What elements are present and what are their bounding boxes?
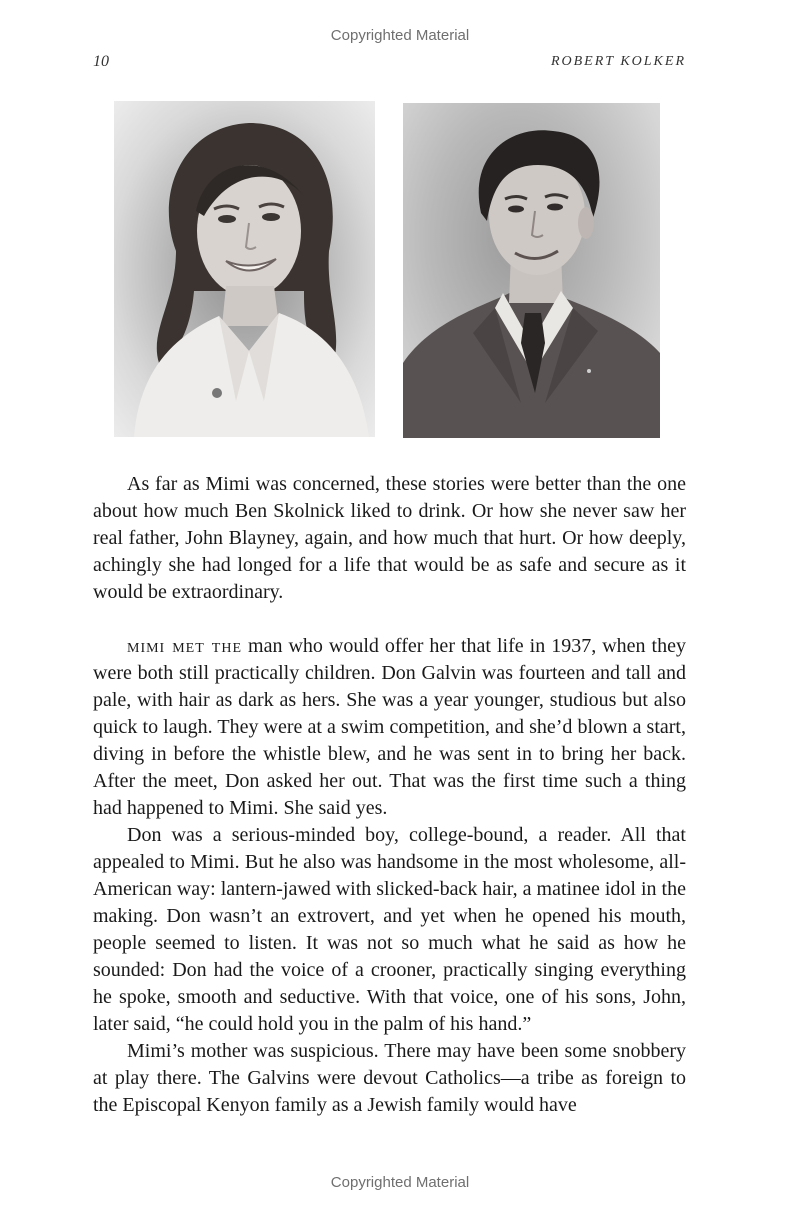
portrait-photo-man	[403, 103, 660, 438]
paragraph-3	[93, 822, 686, 1038]
running-head	[93, 53, 686, 75]
paragraph-4	[93, 1038, 686, 1119]
paragraph-1	[93, 471, 686, 606]
paragraph-4-text: Mimi’s mother was suspicious. There may have been some snobbery at play there. The Galvins were devout Catholics—a tribe as foreign to the Episcopal Kenyon family as a Jewish family would have	[93, 1040, 686, 1116]
portrait-photo-woman-icon	[114, 101, 375, 437]
copyright-watermark-bottom: Copyrighted Material	[330, 1174, 470, 1191]
portrait-photo-man-icon	[403, 103, 660, 438]
page-number: 10	[93, 53, 109, 70]
author-name: ROBERT KOLKER	[550, 54, 686, 69]
paragraph-2-text: man who would offer her that life in 1937, when they were both still practically children. Don Galvin was fourteen and tall and pale, with hair as dark as hers. She was a year younger, studious but also quick to laugh. They were at a swim competition, and she’d blown a start, diving in before the whistle blew, and he was sent in to bring her back. After the meet, Don asked her out. That was the first time such a thing had happened to Mimi. She said yes.	[93, 635, 686, 819]
paragraph-3-text: Don was a serious-minded boy, college-bound, a reader. All that appealed to Mimi. But he also was handsome in the most wholesome, all-American way: lantern-jawed with slicked-back hair, a matinee idol in the making. Don wasn’t an extrovert, and yet when he opened his mouth, people seemed to listen. It was not so much what he said as how he sounded: Don had the voice of a crooner, practically singing everything he spoke, smooth and seductive. With that voice, one of his sons, John, later said, “he could hold you in the palm of his hand.”	[93, 824, 686, 1035]
body-text	[93, 471, 686, 1119]
paragraph-1-text: As far as Mimi was concerned, these stories were better than the one about how much Ben Skolnick liked to drink. Or how she never saw her real father, John Blayney, again, and how much that hurt. Or how deeply, achingly she had longed for a life that would be as safe and secure as it would be extraordinary.	[93, 473, 686, 603]
portrait-photo-woman	[114, 101, 375, 437]
paragraph-2	[93, 633, 686, 822]
copyright-watermark-top: Copyrighted Material	[330, 27, 470, 44]
section-lead-in: mimi met the	[127, 635, 243, 657]
